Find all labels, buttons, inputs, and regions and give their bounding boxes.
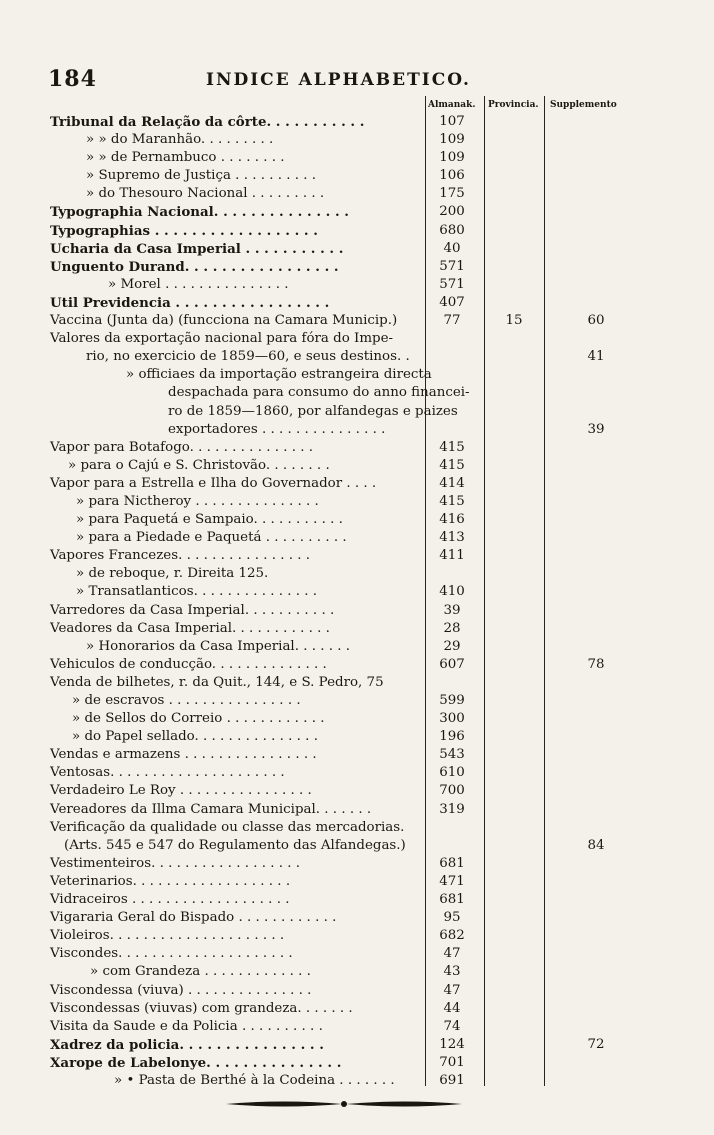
entry-almanak-page: 124 [439, 1036, 465, 1052]
entry-text: Tribunal da Relação da côrte. . . . . . . . . . . [50, 114, 365, 130]
entry-text: Verdadeiro Le Roy . . . . . . . . . . . . . . . . [50, 783, 312, 799]
entry-almanak-page: 607 [439, 656, 465, 672]
index-entry [0, 710, 714, 728]
index-entry [0, 475, 714, 493]
entry-text: » do Papel sellado. . . . . . . . . . . . . . . [72, 729, 318, 745]
index-entry [0, 185, 714, 203]
entry-text: Vapor para Botafogo. . . . . . . . . . . . . . . [50, 439, 314, 455]
entry-text: » » do Maranhão. . . . . . . . . [86, 132, 274, 148]
entry-supplemento-page: 41 [587, 349, 605, 365]
entry-text: Typographias . . . . . . . . . . . . . . . . . . [50, 222, 318, 239]
entry-almanak-page: 599 [439, 693, 465, 708]
entry-text: » Supremo de Justiça . . . . . . . . . . [86, 168, 317, 184]
entry-almanak-page: 109 [439, 150, 465, 166]
entry-almanak-page: 95 [443, 910, 461, 926]
entry-supplemento-page: 72 [587, 1036, 605, 1052]
index-entry [0, 801, 714, 819]
index-entry [0, 602, 714, 620]
index-entry [0, 746, 714, 764]
entry-text: Visita da Saude e da Policia . . . . . . . . . . [50, 1018, 323, 1034]
entry-text: » officiaes da importação estrangeira directa [126, 367, 432, 383]
index-entry [0, 692, 714, 710]
entry-almanak-page: 319 [439, 801, 465, 817]
entry-text: » com Grandeza . . . . . . . . . . . . . [90, 964, 311, 980]
index-entry [0, 927, 714, 945]
index-entry [0, 565, 714, 583]
entry-almanak-page: 680 [439, 222, 465, 238]
index-entry [0, 855, 714, 873]
index-entry [0, 348, 714, 366]
index-entry [0, 276, 714, 294]
entry-text: Varredores da Casa Imperial. . . . . . . . . . . [50, 602, 335, 618]
entry-text: Vigararia Geral do Bispado . . . . . . . . . . . . [50, 910, 337, 926]
entry-almanak-page: 414 [439, 475, 465, 491]
entry-text: » de Sellos do Correio . . . . . . . . . . . . [72, 711, 325, 727]
entry-almanak-page: 74 [443, 1018, 461, 1034]
column-header-supplemento: Supplemento [550, 100, 617, 110]
entry-almanak-page: 109 [439, 132, 465, 148]
index-entry [0, 258, 714, 276]
entry-almanak-page: 43 [443, 964, 461, 980]
page-title: INDICE ALPHABETICO. [206, 70, 471, 90]
entry-almanak-page: 407 [439, 294, 465, 310]
index-entry [0, 529, 714, 547]
index-entry [0, 837, 714, 855]
entry-text: » para a Piedade e Paquetá . . . . . . . . . . [76, 530, 347, 546]
index-entry [0, 493, 714, 511]
entry-text: despachada para consumo do anno financei- [168, 385, 470, 401]
entry-text: Vapores Francezes. . . . . . . . . . . . . . . . [50, 548, 311, 564]
index-entry [0, 167, 714, 185]
entry-text: ro de 1859—1860, por alfandegas e paizes [168, 403, 458, 419]
index-entries [0, 113, 714, 1090]
index-entry [0, 782, 714, 800]
entry-almanak-page: 106 [439, 168, 465, 184]
entry-text: Util Previdencia . . . . . . . . . . . . . . . . . [50, 294, 330, 311]
entry-almanak-page: 300 [439, 711, 465, 727]
index-entry [0, 638, 714, 656]
entry-provincia-page: 15 [505, 313, 523, 329]
entry-almanak-page: 415 [439, 457, 465, 473]
entry-text: » do Thesouro Nacional . . . . . . . . . [86, 186, 325, 202]
entry-text: Venda de bilhetes, r. da Quit., 144, e S. Pedro, 75 [50, 674, 384, 690]
entry-almanak-page: 415 [439, 493, 465, 509]
entry-almanak-page: 701 [439, 1054, 465, 1070]
entry-almanak-page: 411 [439, 548, 465, 564]
index-entry [0, 1018, 714, 1036]
index-entry [0, 728, 714, 746]
index-entry [0, 963, 714, 981]
entry-almanak-page: 29 [443, 638, 461, 654]
entry-almanak-page: 47 [443, 946, 461, 962]
entry-text: » para o Cajú e S. Christovão. . . . . . . . [68, 457, 330, 473]
index-entry [0, 583, 714, 601]
entry-almanak-page: 175 [439, 186, 465, 202]
entry-text: » de reboque, r. Direita 125. [76, 566, 269, 582]
entry-text: » Honorarios da Casa Imperial. . . . . . . [86, 638, 351, 654]
entry-almanak-page: 28 [443, 620, 461, 636]
page-header [48, 66, 488, 94]
entry-almanak-page: 413 [439, 530, 465, 546]
entry-text: rio, no exercicio de 1859—60, e seus destinos. . [86, 349, 410, 365]
index-entry [0, 222, 714, 240]
index-entry [0, 674, 714, 692]
entry-text: Violeiros. . . . . . . . . . . . . . . . . . . . . [50, 928, 285, 944]
entry-text: Vestimenteiros. . . . . . . . . . . . . . . . . . [50, 855, 301, 871]
entry-almanak-page: 610 [439, 765, 465, 781]
entry-text: Ventosas. . . . . . . . . . . . . . . . . . . . . [50, 765, 285, 781]
entry-text: Veterinarios. . . . . . . . . . . . . . . . . . . [50, 873, 291, 889]
entry-text: Viscondessa (viuva) . . . . . . . . . . . . . . . [50, 982, 312, 998]
entry-almanak-page: 700 [439, 783, 465, 799]
index-entry [0, 511, 714, 529]
index-entry [0, 203, 714, 221]
entry-almanak-page: 681 [439, 892, 465, 908]
entry-text: Valores da exportação nacional para fóra do Impe- [50, 331, 394, 347]
entry-text: » Transatlanticos. . . . . . . . . . . . . . . [76, 584, 318, 600]
entry-text: Viscondes. . . . . . . . . . . . . . . . . . . . . [50, 946, 293, 962]
entry-almanak-page: 571 [439, 276, 465, 292]
entry-almanak-page: 691 [439, 1072, 465, 1088]
entry-almanak-page: 416 [439, 512, 465, 528]
entry-supplemento-page: 39 [587, 421, 605, 437]
index-entry [0, 891, 714, 909]
entry-text: Vapor para a Estrella e Ilha do Governador . . . . [50, 475, 377, 491]
entry-text: Vaccina (Junta da) (funcciona na Camara Municip.) [50, 313, 398, 329]
entry-almanak-page: 39 [443, 602, 461, 618]
entry-supplemento-page: 84 [587, 837, 605, 853]
entry-text: Veadores da Casa Imperial. . . . . . . . . . . . [50, 620, 330, 636]
column-header-almanak: Almanak. [428, 100, 476, 110]
entry-almanak-page: 40 [443, 240, 461, 256]
index-entry [0, 1072, 714, 1090]
index-entry [0, 1054, 714, 1072]
index-entry [0, 294, 714, 312]
page-number: 184 [48, 66, 97, 92]
entry-text: Unguento Durand. . . . . . . . . . . . . . . . . [50, 258, 339, 275]
index-entry [0, 149, 714, 167]
index-entry [0, 240, 714, 258]
entry-almanak-page: 681 [439, 855, 465, 871]
entry-almanak-page: 200 [439, 204, 465, 220]
entry-almanak-page: 682 [439, 928, 465, 944]
entry-text: Viscondessas (viuvas) com grandeza. . . . . . . [50, 1000, 353, 1016]
index-entry [0, 366, 714, 384]
entry-text: » para Paquetá e Sampaio. . . . . . . . . . . [76, 512, 343, 528]
index-entry [0, 421, 714, 439]
index-entry [0, 131, 714, 149]
index-entry [0, 312, 714, 330]
index-entry [0, 909, 714, 927]
entry-text: Vereadores da Illma Camara Municipal. . . . . . . [50, 801, 372, 817]
entry-text: » • Pasta de Berthé à la Codeina . . . . . . . [114, 1072, 395, 1088]
entry-text: Vidraceiros . . . . . . . . . . . . . . . . . . . [50, 892, 290, 908]
index-entry [0, 620, 714, 638]
index-entry [0, 384, 714, 402]
index-entry [0, 547, 714, 565]
entry-almanak-page: 410 [439, 584, 465, 600]
entry-supplemento-page: 78 [587, 656, 605, 672]
entry-almanak-page: 47 [443, 982, 461, 998]
index-entry [0, 764, 714, 782]
entry-almanak-page: 196 [439, 729, 465, 745]
entry-almanak-page: 543 [439, 747, 465, 763]
index-entry [0, 819, 714, 837]
entry-almanak-page: 107 [439, 114, 465, 129]
index-entry [0, 113, 714, 131]
entry-almanak-page: 415 [439, 439, 465, 455]
index-entry [0, 330, 714, 348]
index-entry [0, 457, 714, 475]
entry-text: » para Nictheroy . . . . . . . . . . . . . . . [76, 493, 319, 509]
entry-text: » Morel . . . . . . . . . . . . . . . [108, 276, 289, 292]
index-entry [0, 439, 714, 457]
index-entry [0, 873, 714, 891]
entry-text: exportadores . . . . . . . . . . . . . . . [168, 421, 386, 437]
entry-almanak-page: 44 [443, 1000, 461, 1016]
entry-text: Vehiculos de conducção. . . . . . . . . . . . . . [50, 656, 327, 672]
index-entry [0, 982, 714, 1000]
entry-almanak-page: 571 [439, 258, 465, 274]
index-entry [0, 656, 714, 674]
entry-supplemento-page: 60 [587, 313, 605, 329]
index-entry [0, 945, 714, 963]
entry-text: Vendas e armazens . . . . . . . . . . . . . . . . [50, 747, 317, 763]
entry-text: Ucharia da Casa Imperial . . . . . . . . . . . [50, 240, 344, 257]
column-header-provincia: Provincia. [488, 100, 539, 110]
entry-text: Xarope de Labelonye. . . . . . . . . . . . . . . [50, 1054, 342, 1071]
index-entry [0, 403, 714, 421]
entry-almanak-page: 77 [443, 313, 461, 329]
entry-text: Verificação da qualidade ou classe das mercadorias. [50, 819, 405, 835]
end-ornament [224, 1098, 464, 1110]
entry-text: Xadrez da policia. . . . . . . . . . . . . . . . [50, 1036, 324, 1053]
entry-text: (Arts. 545 e 547 do Regulamento das Alfandegas.) [64, 837, 406, 853]
entry-text: » » de Pernambuco . . . . . . . . [86, 150, 285, 166]
entry-text: Typographia Nacional. . . . . . . . . . . . . . . [50, 204, 349, 221]
entry-text: » de escravos . . . . . . . . . . . . . . . . [72, 693, 301, 708]
index-entry [0, 1000, 714, 1018]
index-entry [0, 1036, 714, 1054]
entry-almanak-page: 471 [439, 873, 465, 889]
